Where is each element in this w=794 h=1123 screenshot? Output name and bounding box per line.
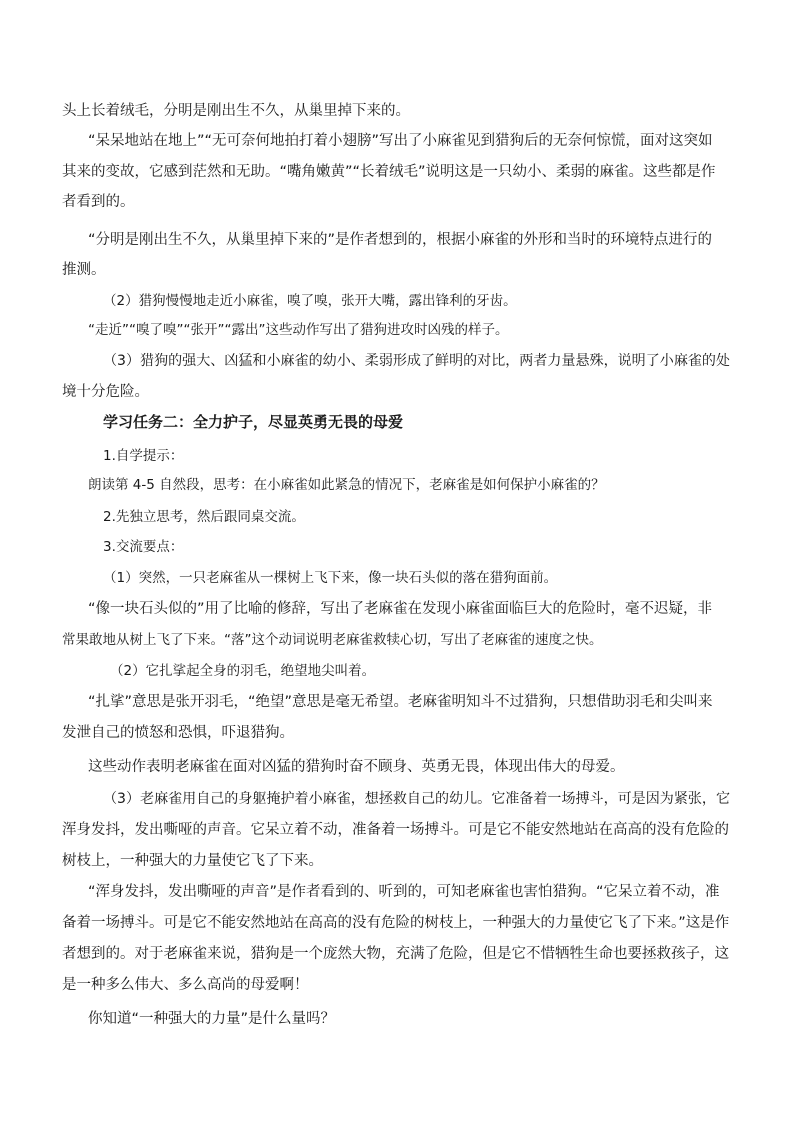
- paragraph-line: 其来的变故，它感到茫然和无助。“嘴角嫩黄”“长着绒毛”说明这是一只幼小、柔弱的麻雀。这些都是作: [62, 164, 716, 180]
- paragraph-line: 境十分危险。: [62, 384, 149, 400]
- paragraph-line: 者看到的。: [62, 194, 135, 210]
- paragraph-line: 浑身发抖，发出嘶哑的声音。它呆立着不动，准备着一场搏斗。可是它不能安然地站在高高的没有危险的: [62, 822, 729, 838]
- paragraph-line: 树枝上，一种强大的力量使它飞了下来。: [62, 853, 323, 869]
- paragraph-line: 是一种多么伟大、多么高尚的母爱啊！: [62, 977, 309, 993]
- paragraph-line: （3）老麻雀用自己的身躯掩护着小麻雀，想拯救自己的幼儿。它准备着一场搏斗，可是因为紧张，它: [103, 791, 731, 807]
- paragraph-line: 头上长着绒毛，分明是刚出生不久，从巢里掉下来的。: [62, 103, 410, 119]
- paragraph-line: 这些动作表明老麻雀在面对凶猛的猎狗时奋不顾身、英勇无畏，体现出伟大的母爱。: [88, 759, 625, 775]
- paragraph-line: 2.先独立思考，然后跟同桌交流。: [103, 509, 305, 525]
- paragraph-line: 常果敢地从树上飞了下来。“落”这个动词说明老麻雀救犊心切，写出了老麻雀的速度之快。: [62, 632, 603, 648]
- paragraph-line: “走近”“嗅了嗅”“张开”“露出”这些动作写出了猎狗进攻时凶残的样子。: [88, 322, 509, 338]
- paragraph-line: 1.自学提示：: [103, 448, 184, 464]
- section-heading: 学习任务二：全力护子，尽显英勇无畏的母爱: [103, 413, 404, 431]
- paragraph-line: 发泄自己的愤怒和恐惧，吓退猎狗。: [62, 725, 294, 741]
- paragraph-line: 备着一场搏斗。可是它不能安然地站在高高的没有危险的树枝上，一种强大的力量使它飞了下来。”这是作: [62, 915, 730, 931]
- paragraph-line: 你知道“一种强大的力量”是什么量吗？: [88, 1011, 336, 1027]
- paragraph-line: 朗读第 4-5 自然段，思考：在小麻雀如此紧急的情况下，老麻雀是如何保护小麻雀的？: [88, 477, 605, 493]
- paragraph-line: （2）猎狗慢慢地走近小麻雀，嗅了嗅，张开大嘴，露出锋利的牙齿。: [103, 293, 517, 309]
- paragraph-line: 3.交流要点：: [103, 539, 184, 555]
- paragraph-line: 者想到的。对于老麻雀来说，猎狗是一个庞然大物，充满了危险，但是它不惜牺牲生命也要拯救孩子，这: [62, 946, 729, 962]
- paragraph-line: （1）突然，一只老麻雀从一棵树上飞下来，像一块石头似的落在猎狗面前。: [103, 570, 558, 586]
- paragraph-line: “呆呆地站在地上”“无可奈何地拍打着小翅膀”写出了小麻雀见到猎狗后的无奈何惊慌，面对这突如: [88, 133, 713, 149]
- paragraph-line: （2）它扎挲起全身的羽毛，绝望地尖叫着。: [110, 663, 376, 679]
- paragraph-line: “扎挲”意思是张开羽毛，“绝望”意思是毫无希望。老麻雀明知斗不过猎狗，只想借助羽毛和尖叫来: [88, 694, 713, 710]
- paragraph-line: 推测。: [62, 262, 106, 278]
- paragraph-line: “像一块石头似的”用了比喻的修辞，写出了老麻雀在发现小麻雀面临巨大的危险时，毫不迟疑，非: [88, 601, 713, 617]
- paragraph-line: （3）猎狗的强大、凶猛和小麻雀的幼小、柔弱形成了鲜明的对比，两者力量悬殊，说明了小麻雀的处: [103, 353, 731, 369]
- paragraph-line: “浑身发抖，发出嘶哑的声音”是作者看到的、听到的，可知老麻雀也害怕猎狗。“它呆立着不动，准: [88, 884, 720, 900]
- paragraph-line: “分明是刚出生不久，从巢里掉下来的”是作者想到的，根据小麻雀的外形和当时的环境特点进行的: [88, 232, 713, 248]
